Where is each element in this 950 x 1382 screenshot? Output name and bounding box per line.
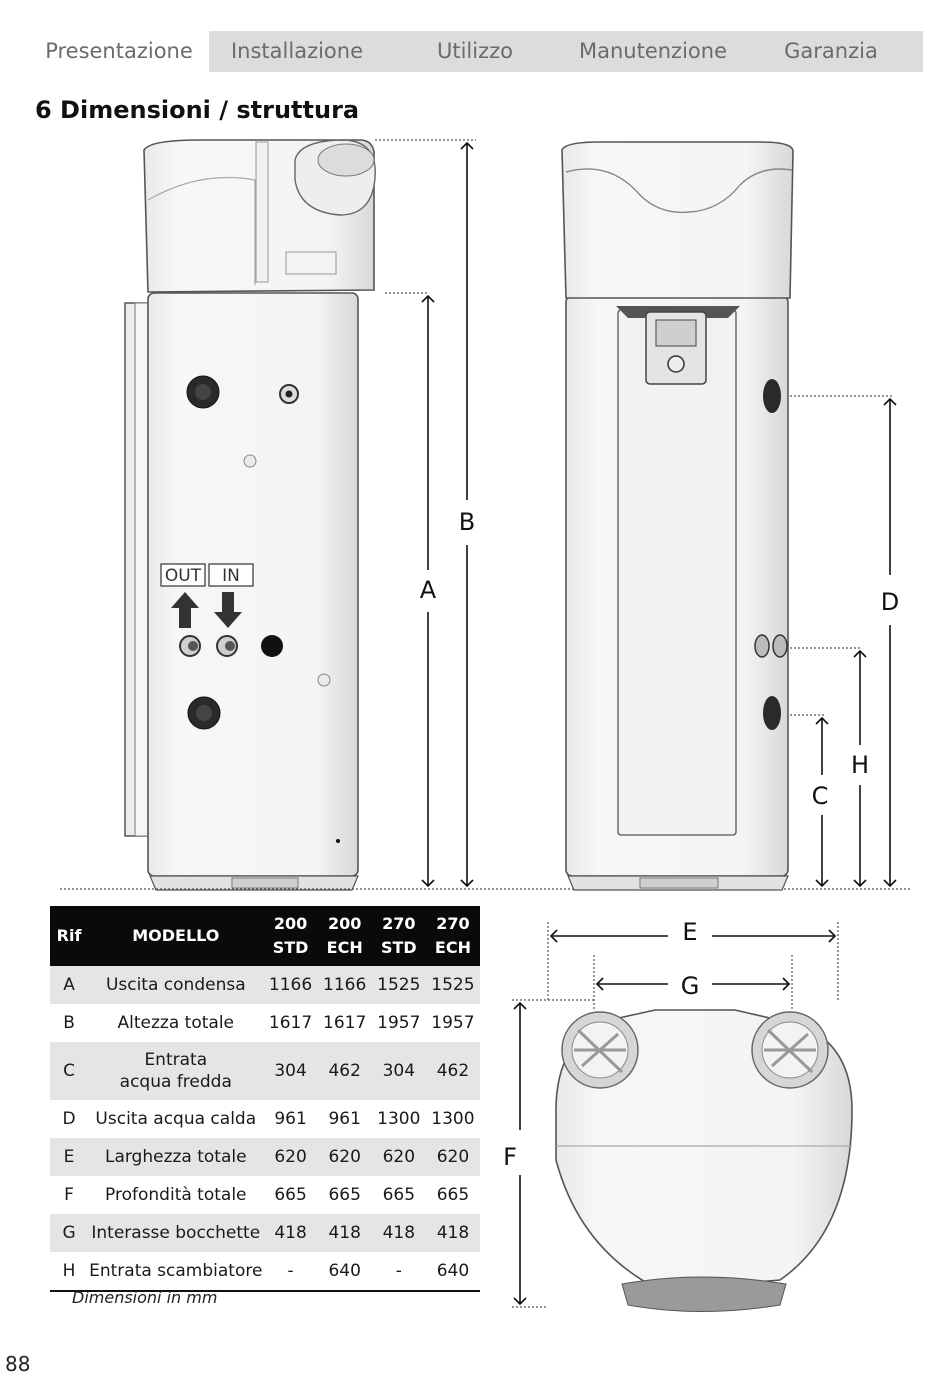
modello-cell: Uscita acqua calda [95,1109,257,1129]
table-row [50,1214,480,1252]
rif-cell: B [63,1013,75,1033]
modello-cell: Entrata scambiatore [88,1252,263,1291]
tab-installazione[interactable]: Installazione [230,39,364,63]
header-270-ech: 270 ECH [426,906,480,966]
value-200-ech: 1617 [323,1013,367,1033]
table-row [50,1176,480,1214]
dim-f-label: F [503,1143,517,1171]
table-row [50,1100,480,1138]
front-view-unit [562,142,793,890]
value-270-ech: 620 [426,1138,480,1176]
page-number: 88 [5,1352,31,1376]
value-270-ech: 1300 [431,1109,475,1129]
table-row [50,1042,480,1100]
table-row [50,966,480,1004]
header-270-std: 270 STD [372,906,426,966]
value-200-std: 961 [274,1109,307,1129]
value-200-std: 418 [263,1214,317,1252]
value-200-ech: 462 [318,1042,372,1100]
value-200-std: 1166 [263,966,317,1004]
rif-cell: A [50,966,88,1004]
table-header-row [50,906,480,966]
modello-cell: Larghezza totale [88,1138,263,1176]
rif-cell: C [50,1042,88,1100]
modello-cell: Altezza totale [117,1013,235,1033]
value-270-ech: 462 [426,1042,480,1100]
out-label: OUT [164,566,202,586]
value-200-std: - [263,1252,317,1291]
modello-cell: Interasse bocchette [88,1214,263,1252]
table-row [50,1138,480,1176]
modello-cell: Entrata acqua fredda [88,1042,263,1100]
top-view-unit [556,1010,852,1312]
header-rif: Rif [50,906,88,966]
control-knob-icon [668,356,684,372]
dim-g-label: G [680,972,700,1000]
side-view-unit [125,140,375,890]
units-note: Dimensioni in mm [72,1288,218,1307]
value-270-ech: 665 [436,1185,470,1205]
dim-e-label: E [682,918,698,946]
dim-d-label: D [880,588,900,616]
dim-c-label: C [811,782,829,810]
value-200-ech: 961 [328,1109,361,1129]
value-270-std: 1300 [377,1109,421,1129]
value-270-std: 665 [382,1185,416,1205]
value-270-ech: 1957 [431,1013,475,1033]
tab-garanzia[interactable]: Garanzia [784,39,878,63]
value-200-ech: 665 [328,1185,361,1205]
value-270-std: 620 [372,1138,426,1176]
value-200-ech: 640 [318,1252,372,1291]
rif-cell: G [50,1214,88,1252]
value-270-std: 418 [372,1214,426,1252]
rif-cell: F [64,1185,74,1205]
modello-cell: Uscita condensa [88,966,263,1004]
dimensions-table [50,906,480,1292]
value-270-std: 1957 [377,1013,421,1033]
value-270-std: 304 [372,1042,426,1100]
header-200-ech: 200 ECH [318,906,372,966]
dim-a-label: A [419,576,437,604]
page-title: 6 Dimensioni / struttura [35,96,360,124]
table-row [50,1004,480,1042]
table-row [50,1252,480,1291]
tab-presentazione[interactable]: Presentazione [30,31,208,72]
value-200-std: 620 [263,1138,317,1176]
value-200-ech: 620 [318,1138,372,1176]
value-200-std: 304 [263,1042,317,1100]
in-label: IN [222,566,240,586]
value-270-ech: 1525 [426,966,480,1004]
tab-utilizzo[interactable]: Utilizzo [436,39,513,63]
header-modello: MODELLO [88,906,263,966]
value-200-std: 1617 [268,1013,313,1033]
dim-b-label: B [458,508,476,536]
value-200-ech: 418 [318,1214,372,1252]
header-200-std: 200 STD [263,906,317,966]
tab-manutenzione[interactable]: Manutenzione [578,39,727,63]
value-270-std: 1525 [372,966,426,1004]
dim-h-label: H [850,751,870,779]
value-270-std: - [372,1252,426,1291]
rif-cell: E [50,1138,88,1176]
rif-cell: D [62,1109,76,1129]
value-200-ech: 1166 [318,966,372,1004]
value-200-std: 665 [274,1185,307,1205]
modello-cell: Profondità totale [105,1185,247,1205]
value-270-ech: 640 [426,1252,480,1291]
rif-cell: H [50,1252,88,1291]
value-270-ech: 418 [426,1214,480,1252]
